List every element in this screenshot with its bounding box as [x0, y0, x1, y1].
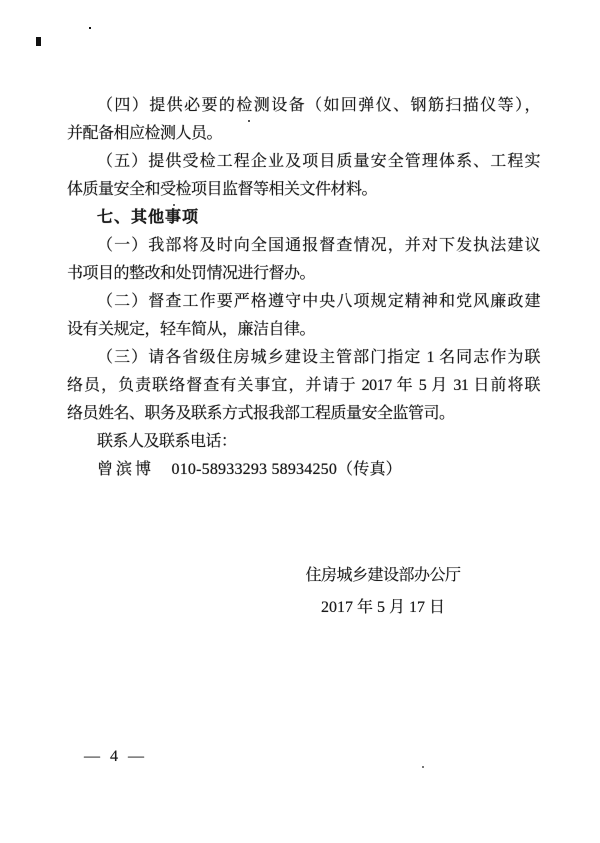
scan-speck	[422, 766, 424, 768]
issue-date: 2017 年 5 月 17 日	[320, 599, 445, 616]
body-line-item-5: （五）提供受检工程企业及项目质量安全管理体系、工程实	[97, 153, 540, 170]
heading-other-matters: 七、其他事项	[97, 209, 200, 226]
contact-info-line	[67, 456, 540, 484]
scan-speck	[89, 27, 91, 29]
body-line: 并配备相应检测人员。	[67, 125, 223, 142]
contact-phone-fax: 010-58933293 58934250（传真）	[171, 461, 402, 478]
body-line-item-1: （一）我部将及时向全国通报督查情况，并对下发执法建议	[97, 237, 540, 254]
scan-mark	[36, 37, 41, 46]
body-line: 络员，负责联络督查有关事宜，并请于 2017 年 5 月 31 日前将联	[67, 377, 540, 394]
page-number: — 4 —	[84, 748, 147, 765]
document-body	[67, 92, 540, 484]
body-line-item-4: （四）提供必要的检测设备（如回弹仪、钢筋扫描仪等），	[97, 97, 540, 114]
contact-person-name: 曾滨博	[97, 461, 155, 478]
body-line: 络员姓名、职务及联系方式报我部工程质量安全监管司。	[67, 405, 455, 422]
body-line-item-3: （三）请各省级住房城乡建设主管部门指定 1 名同志作为联	[97, 349, 540, 366]
signoff-block	[300, 566, 466, 618]
issuing-agency: 住房城乡建设部办公厅	[305, 567, 461, 584]
body-line: 书项目的整改和处罚情况进行督办。	[67, 265, 316, 282]
contact-label-line: 联系人及联系电话：	[97, 433, 237, 450]
body-line: 体质量安全和受检项目监督等相关文件材料。	[67, 181, 378, 198]
body-line-item-2: （二）督查工作要严格遵守中央八项规定精神和党风廉政建	[97, 293, 540, 310]
body-line: 设有关规定，轻车简从，廉洁自律。	[67, 321, 316, 338]
